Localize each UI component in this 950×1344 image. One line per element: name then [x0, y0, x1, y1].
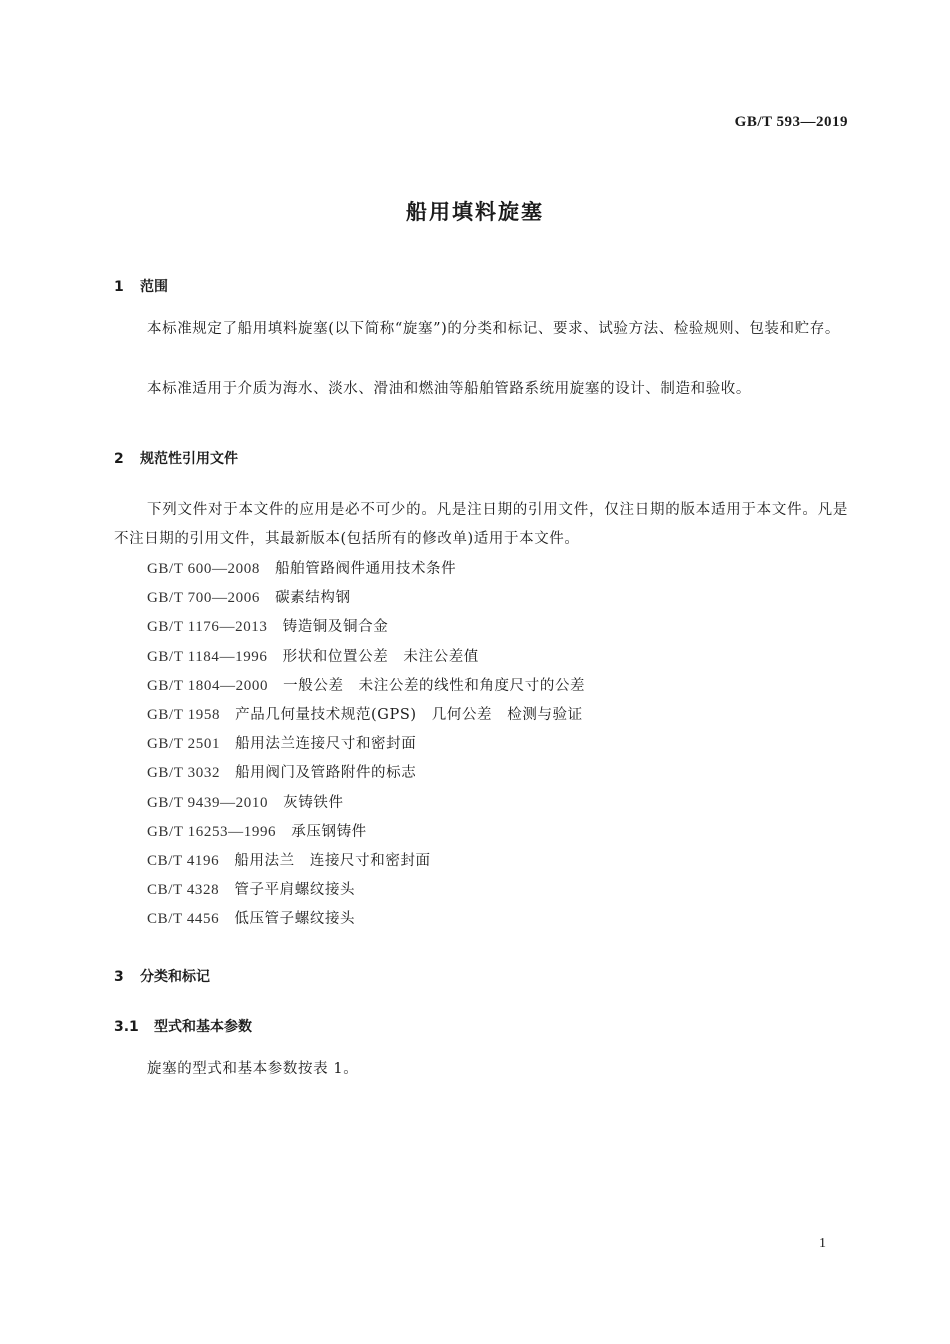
reference-code: CB/T 4456 [147, 911, 220, 928]
reference-title: 船用法兰 连接尺寸和密封面 [234, 852, 431, 869]
standard-code: GB/T 593—2019 [734, 114, 848, 130]
section-title: 分类和标记 [140, 969, 210, 985]
reference-code: CB/T 4328 [147, 882, 220, 899]
section-1-heading [114, 276, 168, 296]
reference-code: GB/T 2501 [147, 736, 221, 753]
reference-item [147, 643, 585, 672]
reference-title: 船用阀门及管路附件的标志 [235, 765, 417, 782]
section-number: 3 [114, 969, 124, 985]
section-title: 规范性引用文件 [140, 451, 238, 467]
document-title: 船用填料旋塞 [406, 200, 544, 224]
reference-title: 产品几何量技术规范(GPS) 几何公差 检测与验证 [235, 706, 583, 723]
scope-paragraph-1: 本标准规定了船用填料旋塞(以下简称“旋塞”)的分类和标记、要求、试验方法、检验规则、包装和贮存。 [147, 321, 840, 337]
section-number: 2 [114, 451, 124, 467]
reference-title: 碳素结构钢 [275, 590, 351, 607]
reference-code: GB/T 1176—2013 [147, 619, 268, 636]
reference-code: GB/T 9439—2010 [147, 794, 269, 811]
reference-item [147, 555, 585, 584]
reference-title: 低压管子螺纹接头 [234, 911, 356, 928]
reference-item [147, 730, 585, 759]
references-intro: 下列文件对于本文件的应用是必不可少的。凡是注日期的引用文件，仅注日期的版本适用于本文件。凡是不注日期的引用文件，其最新版本(包括所有的修改单)适用于本文件。 [114, 502, 848, 547]
section-3-1-heading [114, 1016, 252, 1036]
reference-list [147, 555, 585, 934]
reference-title: 形状和位置公差 未注公差值 [282, 648, 479, 665]
section-3-1-paragraph: 旋塞的型式和基本参数按表 1。 [147, 1061, 359, 1077]
scope-paragraph-2: 本标准适用于介质为海水、淡水、滑油和燃油等船舶管路系统用旋塞的设计、制造和验收。 [147, 381, 751, 397]
reference-title: 管子平肩螺纹接头 [234, 882, 356, 899]
reference-title: 一般公差 未注公差的线性和角度尺寸的公差 [283, 677, 586, 694]
reference-item [147, 847, 585, 876]
reference-item [147, 672, 585, 701]
reference-title: 铸造铜及铜合金 [282, 619, 389, 636]
reference-code: GB/T 700—2006 [147, 590, 260, 607]
reference-title: 船舶管路阀件通用技术条件 [275, 561, 457, 577]
reference-code: GB/T 1804—2000 [147, 677, 269, 694]
reference-code: GB/T 600—2008 [147, 561, 260, 577]
section-number: 3.1 [114, 1019, 139, 1035]
reference-item [147, 759, 585, 788]
page-number: 1 [819, 1236, 826, 1251]
reference-item [147, 701, 585, 730]
reference-item [147, 584, 585, 613]
reference-code: GB/T 3032 [147, 765, 221, 782]
reference-code: GB/T 1184—1996 [147, 648, 268, 665]
reference-code: GB/T 1958 [147, 706, 221, 723]
section-title: 型式和基本参数 [154, 1019, 252, 1035]
reference-item [147, 789, 585, 818]
reference-item [147, 613, 585, 642]
reference-code: CB/T 4196 [147, 852, 220, 869]
reference-item [147, 876, 585, 905]
reference-code: GB/T 16253—1996 [147, 823, 277, 840]
reference-title: 船用法兰连接尺寸和密封面 [235, 736, 417, 753]
section-2-heading [114, 448, 238, 468]
reference-item [147, 905, 585, 934]
section-title: 范围 [140, 279, 168, 295]
section-3-heading [114, 966, 210, 986]
section-number: 1 [114, 279, 124, 295]
reference-title: 灰铸铁件 [283, 794, 344, 811]
reference-title: 承压钢铸件 [291, 823, 367, 840]
reference-item [147, 818, 585, 847]
